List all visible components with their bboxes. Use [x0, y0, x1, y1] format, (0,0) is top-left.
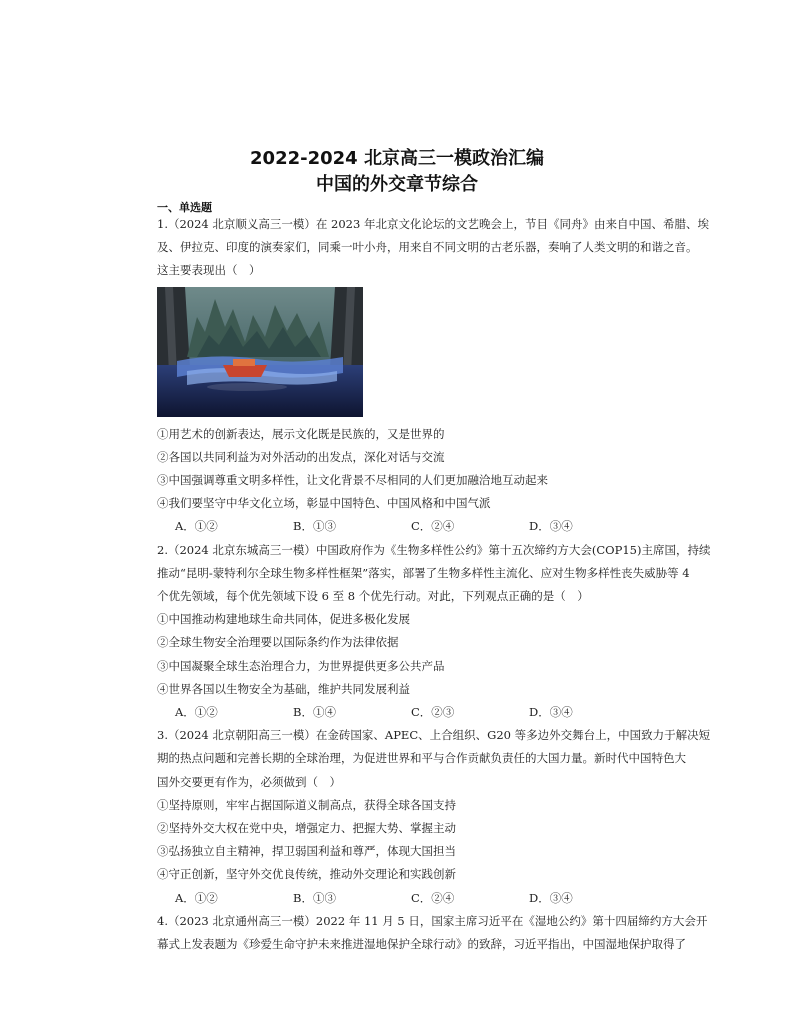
question-3-choice-a: A．①② — [175, 890, 218, 905]
question-1-choice-a: A．①② — [175, 519, 218, 534]
question-4-line-2: 幕式上发表题为《珍爱生命守护未来推进湿地保护全球行动》的致辞，习近平指出，中国湿地保护取得了 — [157, 937, 686, 952]
question-3-option-4: ④守正创新，坚守外交优良传统，推动外交理论和实践创新 — [157, 867, 456, 882]
question-3-choice-b: B．①③ — [293, 890, 336, 905]
question-2-option-3: ③中国凝聚全球生态治理合力，为世界提供更多公共产品 — [157, 658, 445, 673]
question-2 — [157, 539, 717, 725]
question-1 — [157, 213, 717, 539]
question-3-choices — [157, 887, 717, 910]
question-3-line-1: 3.（2024 北京朝阳高三一模）在金砖国家、APEC、上合组织、G20 等多边外交舞台上，中国致力于解决短 — [157, 728, 711, 743]
question-2-option-1: ①中国推动构建地球生命共同体，促进多极化发展 — [157, 612, 410, 627]
performance-stage-photo — [157, 287, 363, 417]
question-1-line-3: 这主要表现出（ ） — [157, 263, 261, 278]
question-1-choice-c: C．②④ — [411, 519, 455, 534]
question-1-line-1: 1.（2024 北京顺义高三一模）在 2023 年北京文化论坛的文艺晚会上，节目《同舟》由来自中国、希腊、埃 — [157, 217, 709, 231]
question-2-option-4: ④世界各国以生物安全为基础，维护共同发展利益 — [157, 681, 410, 696]
section-heading: 一、单选题 — [157, 201, 212, 214]
question-2-line-3: 个优先领域，每个优先领域下设 6 至 8 个优先行动。对此，下列观点正确的是（ ） — [157, 589, 589, 604]
question-1-line-2: 及、伊拉克、印度的演奏家们，同乘一叶小舟，用来自不同文明的古老乐器，奏响了人类文明的和谐之音。 — [157, 240, 698, 255]
question-2-line-1: 2.（2024 北京东城高三一模）中国政府作为《生物多样性公约》第十五次缔约方大会(COP15)主席国，持续 — [157, 542, 711, 557]
questions-content — [157, 213, 717, 956]
question-1-option-3: ③中国强调尊重文明多样性，让文化背景不尽相同的人们更加融洽地互动起来 — [157, 473, 548, 488]
question-2-choices — [157, 701, 717, 724]
document-title-block — [0, 146, 794, 198]
document-subtitle: 中国的外交章节综合 — [316, 174, 478, 195]
question-3-choice-d: D．③④ — [529, 890, 573, 905]
question-2-line-2: 推动“昆明-蒙特利尔全球生物多样性框架”落实，部署了生物多样性主流化、应对生物多样性丧失威胁等 4 — [157, 565, 690, 580]
question-2-option-2: ②全球生物安全治理要以国际条约作为法律依据 — [157, 635, 399, 650]
question-3-line-3: 国外交要更有作为，必须做到（ ） — [157, 774, 341, 789]
question-3-line-2: 期的热点问题和完善长期的全球治理，为促进世界和平与合作贡献负责任的大国力量。新时代中国特色大 — [157, 751, 686, 766]
question-1-option-1: ①用艺术的创新表达，展示文化既是民族的，又是世界的 — [157, 426, 445, 441]
question-2-choice-d: D．③④ — [529, 705, 573, 720]
question-2-choice-c: C．②③ — [411, 705, 455, 720]
document-title: 2022-2024 北京高三一模政治汇编 — [250, 148, 544, 169]
question-1-choice-b: B．①③ — [293, 519, 336, 534]
question-3 — [157, 724, 717, 910]
question-4-line-1: 4.（2023 北京通州高三一模）2022 年 11 月 5 日，国家主席习近平在《湿地公约》第十四届缔约方大会开 — [157, 913, 708, 928]
question-3-choice-c: C．②④ — [411, 890, 455, 905]
question-1-choice-d: D．③④ — [529, 519, 573, 534]
question-3-option-2: ②坚持外交大权在党中央，增强定力、把握大势、掌握主动 — [157, 821, 456, 836]
question-2-choice-a: A．①② — [175, 705, 218, 720]
question-1-option-4: ④我们要坚守中华文化立场，彰显中国特色、中国风格和中国气派 — [157, 496, 491, 511]
question-4 — [157, 910, 717, 956]
question-1-choices — [157, 515, 717, 538]
question-3-option-1: ①坚持原则，牢牢占据国际道义制高点，获得全球各国支持 — [157, 797, 456, 812]
question-1-option-2: ②各国以共同利益为对外活动的出发点，深化对话与交流 — [157, 449, 445, 464]
question-2-choice-b: B．①④ — [293, 705, 336, 720]
question-3-option-3: ③弘扬独立自主精神，捍卫弱国利益和尊严，体现大国担当 — [157, 844, 456, 859]
